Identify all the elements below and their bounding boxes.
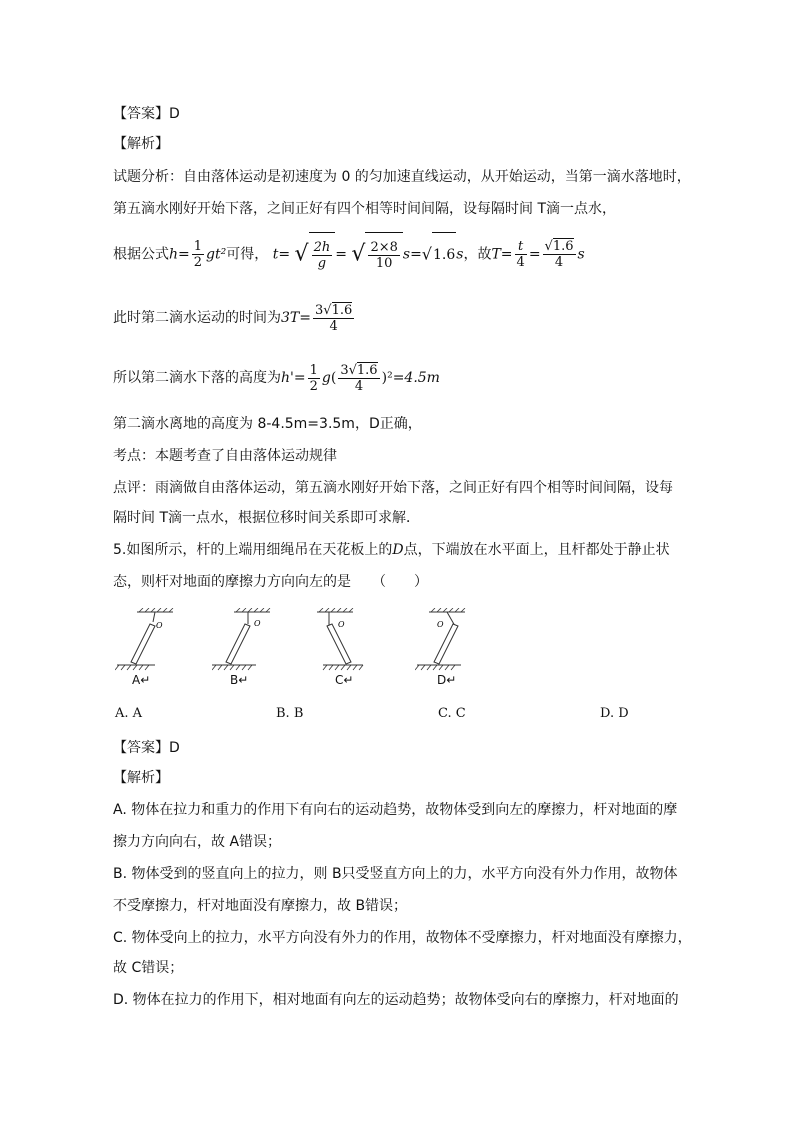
paren-close: ) [381, 370, 388, 386]
math-3T: 3T [281, 310, 300, 326]
frac-num: 1 [309, 362, 318, 378]
option-d[interactable]: D. D [600, 706, 629, 721]
explain-a-1: A. 物体在拉力和重力的作用下有向右的运动趋势，故物体受到向左的摩擦力，杆对地面的摩 [113, 802, 678, 818]
frac-den: 4 [329, 318, 338, 334]
explain-d-1: D. 物体在拉力的作用下，相对地面有向左的运动趋势；故物体受向右的摩擦力，杆对地面的 [113, 992, 679, 1008]
frac-num: t [515, 239, 527, 255]
sqrt-body: 1.6 [331, 302, 353, 318]
math-eq: = [293, 370, 306, 386]
math-eq: = [299, 310, 311, 326]
math-eq: = [278, 246, 291, 263]
second-drop-time-line [113, 296, 356, 340]
frac-den: g [317, 255, 327, 271]
frac-den: 4 [354, 378, 364, 394]
formula-mid1: 可得， [226, 246, 269, 263]
second-drop-prefix: 此时第二滴水运动的时间为 [113, 310, 281, 326]
frac-den: 4 [516, 255, 525, 270]
frac-den: 10 [375, 255, 393, 271]
option-c[interactable]: C. C [438, 706, 466, 721]
math-s: s [456, 246, 464, 263]
frac-num: 2×8 [370, 239, 398, 255]
figure-c-label: C↵ [335, 673, 354, 687]
math-eq: = [500, 246, 513, 263]
answer-1: 【答案】D [113, 106, 180, 122]
point-o: O [254, 619, 261, 628]
math-eq: = [410, 246, 422, 263]
point-o: O [156, 621, 163, 630]
analysis-1: 【解析】 [113, 136, 169, 152]
math-eq: = [528, 246, 541, 263]
square: ² [387, 370, 393, 386]
height-prefix: 所以第二滴水下落的高度为 [113, 370, 281, 386]
sqrt-2x8-10: √ $\frac{2\times 8}{10}$ [351, 232, 402, 277]
fraction-t-4 [515, 239, 527, 270]
three: 3 [340, 362, 349, 378]
math-s: s [402, 246, 411, 263]
formula-prefix: 根据公式 [113, 246, 169, 263]
math-T: T [491, 246, 501, 263]
math-gt2: gt² [206, 246, 227, 263]
explain-c-1: C. 物体受向上的拉力，水平方向没有外力的作用，故物体不受摩擦力，杆对地面没有摩擦力， [113, 930, 692, 946]
fraction-half [192, 239, 204, 270]
sqrt-body: 1.6 [356, 362, 378, 378]
paren-open: ( [330, 370, 337, 386]
dianping-1: 点评：雨滴做自由落体运动，第五滴水刚好开始下落，之间正好有四个相等时间间隔，设每 [113, 480, 673, 496]
three: 3 [314, 302, 324, 318]
math-t: t [272, 246, 279, 263]
q5-point: D [392, 542, 404, 558]
q5-text-b: 点，下端放在水平面上，且杆都处于静止状 [403, 542, 670, 558]
sqrt-body: 1.6 [552, 239, 574, 254]
figure-d-label: D↵ [437, 673, 457, 687]
frac-num: 2h [313, 239, 331, 255]
explain-b-1: B. 物体受到的竖直向上的拉力，则 B只受竖直方向上的力，水平方向没有外力作用，故物体 [113, 866, 678, 882]
paragraph-2: 第五滴水刚好开始下落，之间正好有四个相等时间间隔，设每隔时间 T滴一点水， [113, 201, 616, 217]
frac-den: 2 [193, 255, 203, 270]
frac-den: 4 [554, 255, 564, 270]
fraction-half [308, 363, 320, 394]
question-5-line-1 [113, 540, 670, 560]
sqrt-2h-g: √ $\frac{2h}{g}$ [295, 232, 336, 277]
math-eq: = [335, 246, 347, 263]
math-hprime: h' [281, 370, 294, 386]
explain-a-2: 擦力方向向右，故 A错误； [113, 834, 282, 850]
paragraph-1: 试题分析：自由落体运动是初速度为 0 的匀加速直线运动，从开始运动，当第一滴水落地时， [113, 169, 691, 185]
q5-text-a: 5.如图所示，杆的上端用细绳吊在天花板上的 [113, 542, 393, 558]
analysis-2: 【解析】 [113, 770, 169, 786]
point-o: O [338, 620, 345, 629]
math-eq: = [392, 370, 405, 386]
kaodian: 考点：本题考查了自由落体运动规律 [113, 448, 337, 464]
formula-line [113, 232, 585, 277]
frac-den: 2 [309, 378, 318, 394]
point-o: O [437, 620, 444, 629]
option-b[interactable]: B. B [276, 706, 304, 721]
math-eq: = [178, 246, 190, 263]
figure-d [415, 608, 475, 673]
math-result: 4.5m [404, 370, 440, 386]
sqrt-1-6: √1.6 [422, 232, 456, 277]
option-a[interactable]: A. A [115, 706, 143, 721]
height-line [113, 356, 440, 400]
paragraph-3: 第二滴水离地的高度为 8-4.5m=3.5m，D正确， [113, 416, 422, 432]
answer-2: 【答案】D [113, 740, 180, 756]
figure-b-label: B↵ [230, 673, 249, 687]
figure-c [313, 608, 373, 673]
figure-a [115, 608, 175, 673]
figure-b [212, 608, 272, 673]
math-g: g [321, 370, 331, 386]
fraction-3sqrt16-4: $\frac{3√1.6}{4}$ [314, 302, 353, 334]
frac-num: 1 [193, 239, 203, 254]
fraction-3sqrt16-4: $\frac{3√1.6}{4}$ [340, 362, 378, 394]
sqrt-body: 1.6 [432, 232, 456, 277]
math-h: h [169, 246, 179, 263]
fraction-sqrt16-4: $\frac{√1.6}{4}$ [544, 239, 574, 270]
dianping-2: 隔时间 T滴一点水，根据位移时间关系即可求解． [113, 510, 421, 526]
explain-c-2: 故 C错误； [113, 960, 184, 976]
figure-a-label: A↵ [132, 673, 151, 687]
explain-b-2: 不受摩擦力，杆对地面没有摩擦力，故 B错误； [113, 898, 408, 914]
math-s: s [577, 246, 585, 263]
question-5-line-2: 态，则杆对地面的摩擦力方向向左的是 （ ） [113, 574, 428, 590]
formula-mid2: ，故 [463, 246, 492, 263]
